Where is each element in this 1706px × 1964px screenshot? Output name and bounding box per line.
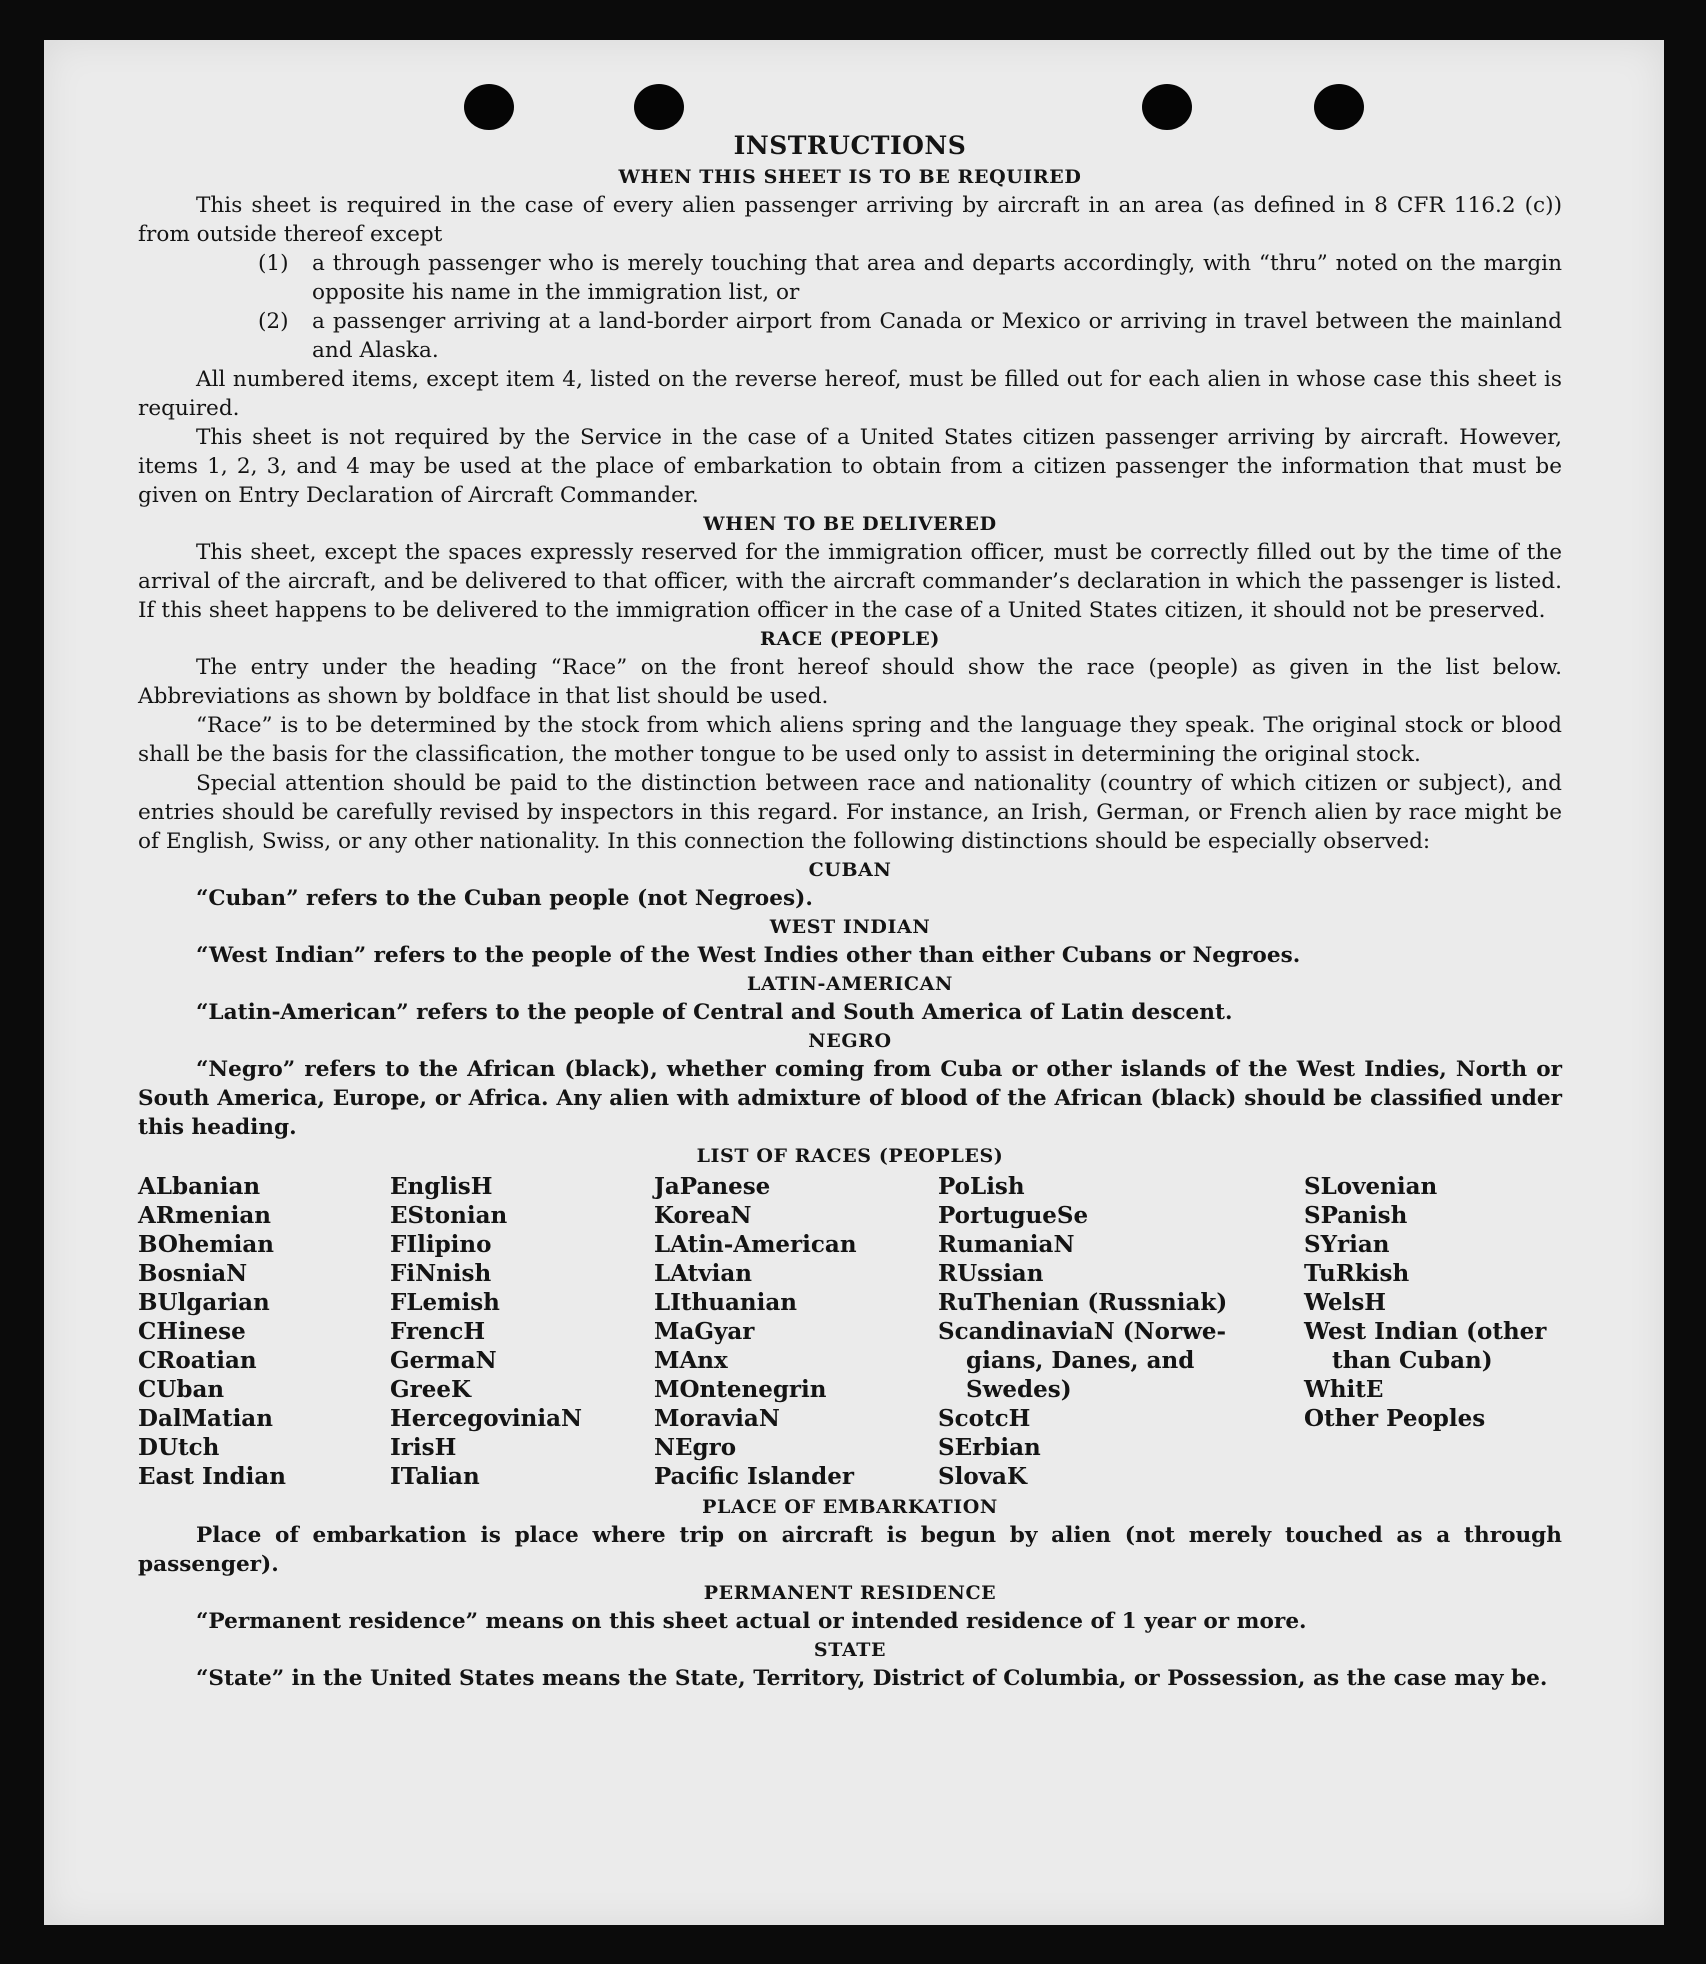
race-name: GermaN: [390, 1347, 497, 1374]
definition-latin-american: “Latin-American” refers to the people of Central and South America of Latin descent.: [196, 1000, 1233, 1025]
paragraph: The entry under the heading “Race” on the front hereof should show the race (people) as given in the list below. Abbreviations as shown by boldface in that list should be used.: [138, 655, 1562, 709]
race-name: SLovenian: [1304, 1173, 1438, 1200]
race-name: ScandinaviaN (Norwe-: [938, 1318, 1227, 1345]
race-name: LAtvian: [654, 1260, 752, 1287]
heading-race: RACE (PEOPLE): [760, 628, 940, 650]
race-name-continued: gians, Danes, and: [966, 1347, 1195, 1374]
heading-list-of-races: LIST OF RACES (PEOPLES): [696, 1145, 1004, 1167]
race-name: TuRkish: [1304, 1260, 1410, 1287]
race-name: BUlgarian: [138, 1289, 270, 1316]
race-name: MOntenegrin: [654, 1376, 827, 1403]
heading-when-delivered: WHEN TO BE DELIVERED: [703, 513, 997, 535]
race-name: SPanish: [1304, 1202, 1408, 1229]
race-name: DUtch: [138, 1434, 220, 1461]
race-name: ITalian: [390, 1463, 480, 1490]
race-name: KoreaN: [654, 1202, 752, 1229]
race-name: Other Peoples: [1304, 1405, 1486, 1432]
race-name: SlovaK: [938, 1463, 1027, 1490]
paragraph: This sheet is required in the case of every alien passenger arriving by aircraft in an area (as defined in 8 CFR 116.2 (c)) from outside thereof except: [138, 193, 1562, 247]
race-name: WelsH: [1304, 1289, 1387, 1316]
race-name: MAnx: [654, 1347, 728, 1374]
paragraph: This sheet, except the spaces expressly reserved for the immigration officer, must be correctly filled out by the time of the arrival of the aircraft, and be delivered to that officer, with the aircraft commander’s declaration in which the passenger is listed. If this sheet happens to be delivered to the immigration officer in the case of a United States citizen, it should not be preserved.: [138, 540, 1562, 623]
heading-state: STATE: [813, 1639, 887, 1661]
list-item: [138, 249, 1562, 307]
race-name-continued: Swedes): [966, 1376, 1072, 1403]
heading-when-required: WHEN THIS SHEET IS TO BE REQUIRED: [618, 166, 1082, 188]
definition-west-indian: “West Indian” refers to the people of the West Indies other than either Cubans or Negroes.: [196, 943, 1301, 968]
heading-permanent-residence: PERMANENT RESIDENCE: [703, 1582, 997, 1604]
heading-west-indian: WEST INDIAN: [769, 916, 931, 938]
item-number: (1): [258, 251, 289, 276]
instructions-text: [138, 129, 1562, 1693]
list-item: [138, 307, 1562, 365]
paragraph: This sheet is not required by the Service in the case of a United States citizen passenger arriving by aircraft. However, items 1, 2, 3, and 4 may be used at the place of embarkation to obtain from a citizen passenger the information that must be given on Entry Declaration of Aircraft Commander.: [138, 425, 1562, 508]
item-text: a passenger arriving at a land-border airport from Canada or Mexico or arriving in travel between the mainland and Alaska.: [312, 309, 1562, 363]
race-name: BOhemian: [138, 1231, 274, 1258]
item-text: a through passenger who is merely touching that area and departs accordingly, with “thru” noted on the margin opposite his name in the immigration list, or: [312, 251, 1562, 305]
race-name: EStonian: [390, 1202, 508, 1229]
race-name: East Indian: [138, 1463, 286, 1490]
race-column-1: [138, 1172, 390, 1491]
race-column-5: [1304, 1172, 1562, 1491]
race-list: [138, 1172, 1562, 1491]
race-name: RUssian: [938, 1260, 1044, 1287]
race-name: SErbian: [938, 1434, 1041, 1461]
race-name: PoLish: [938, 1173, 1025, 1200]
race-name: WhitE: [1304, 1376, 1384, 1403]
race-name: CHinese: [138, 1318, 246, 1345]
page-title: INSTRUCTIONS: [733, 131, 967, 160]
definition-state: “State” in the United States means the State, Territory, District of Columbia, or Possession, as the case may be.: [196, 1666, 1548, 1691]
punch-hole-3: [1142, 84, 1192, 130]
race-name: ScotcH: [938, 1405, 1031, 1432]
punch-hole-1: [464, 84, 514, 130]
item-number: (2): [258, 309, 289, 334]
race-name: West Indian (other: [1304, 1318, 1547, 1345]
race-name: ARmenian: [138, 1202, 272, 1229]
race-name: LAtin-American: [654, 1231, 857, 1258]
paragraph: “Race” is to be determined by the stock from which aliens spring and the language they speak. The original stock or blood shall be the basis for the classification, the mother tongue to be used only to assist in determining the original stock.: [138, 713, 1562, 767]
race-name: FrencH: [390, 1318, 486, 1345]
race-name: NEgro: [654, 1434, 737, 1461]
race-name: PortugueSe: [938, 1202, 1089, 1229]
punch-hole-2: [634, 84, 684, 130]
paragraph: Special attention should be paid to the distinction between race and nationality (country of which citizen or subject), and entries should be carefully revised by inspectors in this regard. For instance, an Irish, German, or French alien by race might be of English, Swiss, or any other nationality. In this connection the following distinctions should be especially observed:: [138, 771, 1562, 854]
race-name: EnglisH: [390, 1173, 493, 1200]
race-name: Pacific Islander: [654, 1463, 854, 1490]
race-name: MaGyar: [654, 1318, 755, 1345]
race-name: FIlipino: [390, 1231, 492, 1258]
heading-cuban: CUBAN: [808, 859, 892, 881]
race-name: BosniaN: [138, 1260, 248, 1287]
heading-latin-american: LATIN-AMERICAN: [747, 973, 953, 995]
definition-embarkation: Place of embarkation is place where trip on aircraft is begun by alien (not merely touched as a through passenger).: [138, 1523, 1562, 1577]
race-name: SYrian: [1304, 1231, 1390, 1258]
race-name: MoraviaN: [654, 1405, 780, 1432]
race-name: CUban: [138, 1376, 225, 1403]
race-name: CRoatian: [138, 1347, 257, 1374]
race-name-continued: than Cuban): [1332, 1347, 1493, 1374]
punch-hole-4: [1314, 84, 1364, 130]
race-name: FLemish: [390, 1289, 500, 1316]
race-name: GreeK: [390, 1376, 472, 1403]
heading-place-of-embarkation: PLACE OF EMBARKATION: [702, 1496, 998, 1518]
race-name: RuThenian (Russniak): [938, 1289, 1228, 1316]
definition-residence: “Permanent residence” means on this sheet actual or intended residence of 1 year or more.: [196, 1609, 1307, 1634]
race-name: JaPanese: [654, 1173, 771, 1200]
race-column-4: [938, 1172, 1304, 1491]
race-name: FiNnish: [390, 1260, 492, 1287]
definition-cuban: “Cuban” refers to the Cuban people (not Negroes).: [196, 886, 813, 911]
race-name: RumaniaN: [938, 1231, 1075, 1258]
heading-negro: NEGRO: [808, 1030, 892, 1052]
race-column-2: [390, 1172, 654, 1491]
paragraph: All numbered items, except item 4, listed on the reverse hereof, must be filled out for each alien in whose case this sheet is required.: [138, 367, 1562, 421]
definition-negro: “Negro” refers to the African (black), whether coming from Cuba or other islands of the West Indies, North or South America, Europe, or Africa. Any alien with admixture of blood of the African (black) should be classified under this heading.: [138, 1057, 1562, 1140]
race-name: LIthuanian: [654, 1289, 797, 1316]
race-column-3: [654, 1172, 938, 1491]
race-name: ALbanian: [138, 1173, 261, 1200]
race-name: HercegoviniaN: [390, 1405, 583, 1432]
race-name: IrisH: [390, 1434, 457, 1461]
race-name: DalMatian: [138, 1405, 273, 1432]
